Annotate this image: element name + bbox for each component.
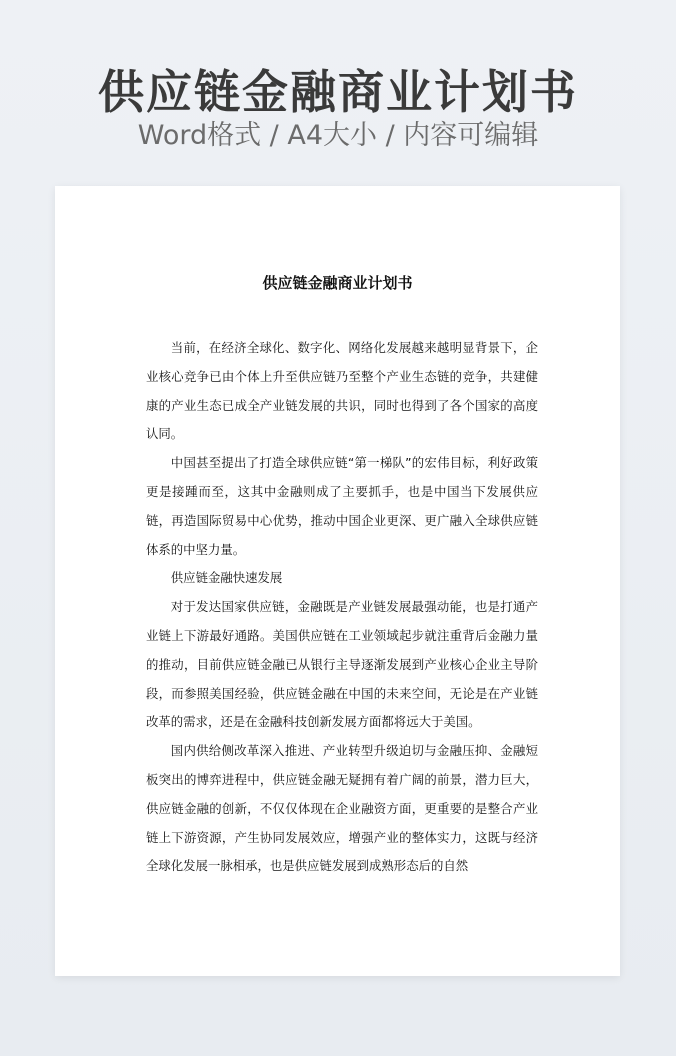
document-page — [55, 186, 620, 976]
banner-title: 供应链金融商业计划书 — [98, 65, 578, 119]
paragraph-intro: 当前，在经济全球化、数字化、网络化发展越来越明显背景下，企业核心竞争已由个体上升至供应链乃至整个产业生态链的竞争，共建健康的产业生态已成全产业链发展的共识，同时也得到了各个国家的高度认同。 — [146, 340, 538, 442]
document-body — [146, 334, 538, 881]
document-title: 供应链金融商业计划书 — [262, 274, 413, 292]
paragraph-developed-countries: 对于发达国家供应链，金融既是产业链发展最强动能，也是打通产业链上下游最好通路。美国供应链在工业领域起步就注重背后金融力量的推动，目前供应链金融已从银行主导逐渐发展到产业核心企业主导阶段，而参照美国经验，供应链金融在中国的未来空间，无论是在产业链改革的需求，还是在金融科技创新发展方面都将远大于美国。 — [146, 599, 538, 730]
banner-subtitle: Word格式 / A4大小 / 内容可编辑 — [137, 120, 539, 151]
paragraph-domestic-reform: 国内供给侧改革深入推进、产业转型升级迫切与金融压抑、金融短板突出的博弈进程中，供应链金融无疑拥有着广阔的前景，潜力巨大，供应链金融的创新，不仅仅体现在企业融资方面，更重要的是整合产业链上下游资源，产生协同发展效应，增强产业的整体实力，这既与经济全球化发展一脉相承，也是供应链发展到成熟形态后的自然 — [146, 743, 538, 874]
paragraph-china-policy: 中国甚至提出了打造全球供应链“第一梯队”的宏伟目标，利好政策更是接踵而至，这其中金融则成了主要抓手，也是中国当下发展供应链，再造国际贸易中心优势，推动中国企业更深、更广融入全球供应链体系的中坚力量。 — [146, 455, 538, 557]
section-heading: 供应链金融快速发展 — [170, 570, 283, 586]
